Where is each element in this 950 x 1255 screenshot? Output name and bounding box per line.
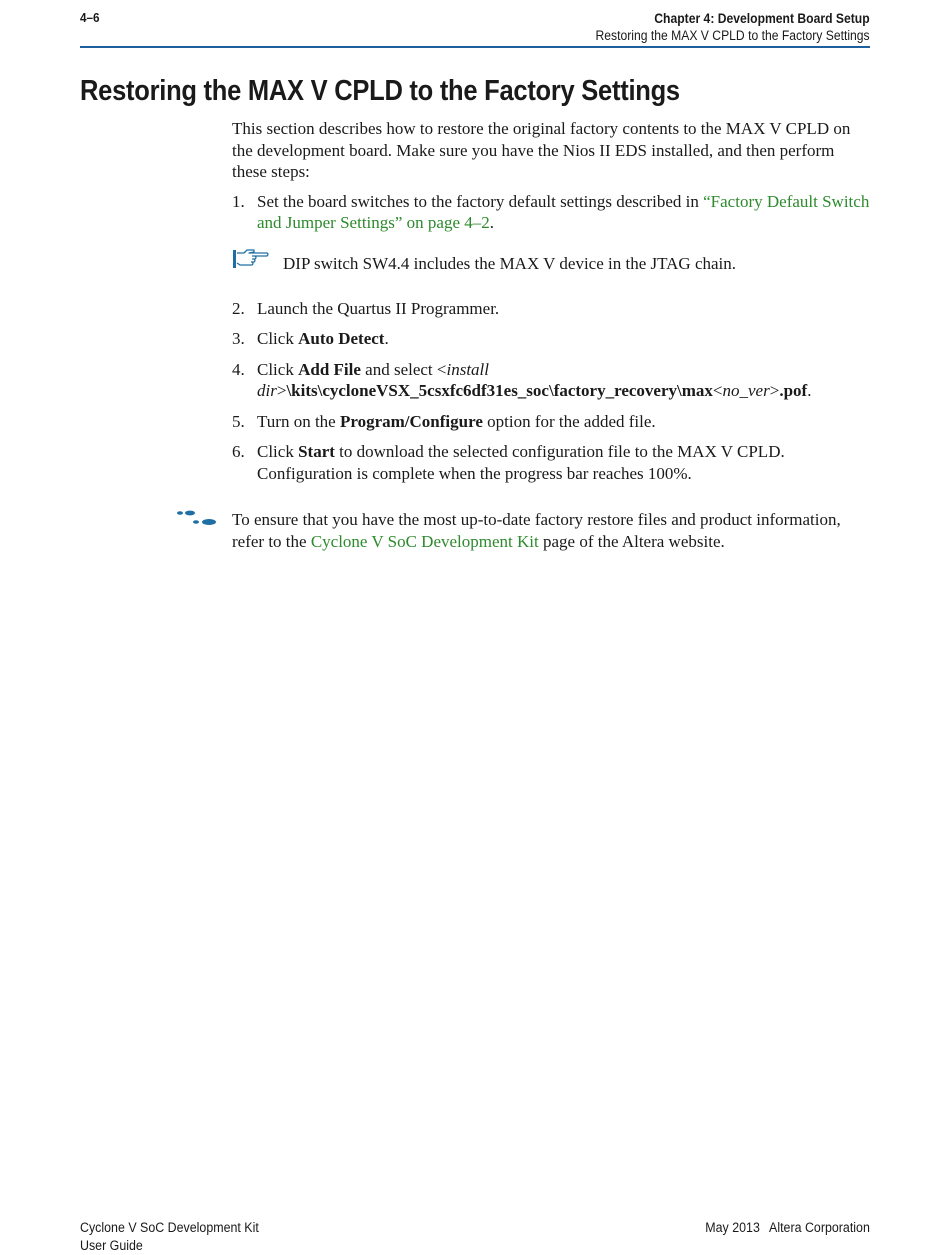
step-number: 5. [232,411,245,431]
path-bracket: > [276,381,287,400]
footprints-icon [176,510,218,528]
file-path: \kits\cycloneVSX_5csxfc6df31es_soc\factory_recovery\max [286,381,713,400]
step-text: option for the added file. [482,411,656,431]
tip-text: page of the Altera website. [538,531,725,551]
step-number: 3. [232,329,245,348]
step-text: Set the board switches to the factory default settings described in [257,191,704,211]
add-file-label: Add File [298,359,361,379]
step-number: 4. [232,359,245,379]
version-placeholder: no_ver [722,381,770,400]
intro-paragraph: This section describes how to restore the original factory contents to the MAX V CPLD on the development board. Make sure you have the Nios II EDS installed, and then perform these steps: [232,119,851,181]
step-text: . [489,213,495,232]
pointing-hand-icon [232,247,270,273]
running-header [596,10,870,44]
list-item [232,411,872,433]
note-box [232,252,872,276]
procedure-steps-continued [232,298,872,485]
footer-company: Altera Corporation [769,1220,870,1235]
footer-left [80,1219,259,1255]
footer-right [705,1219,870,1237]
step-text: and select [360,359,437,379]
install-dir-placeholder: install dir [257,359,490,400]
step-text: . [807,381,812,400]
factory-default-settings-link[interactable]: “Factory Default Switch and Jumper Settings” on page 4–2 [257,191,870,232]
step-number: 1. [232,191,245,211]
page-title: Restoring the MAX V CPLD to the Factory Settings [80,75,680,107]
dev-kit-link[interactable]: Cyclone V SoC Development Kit [310,531,539,551]
step-text: Click [257,442,299,461]
program-configure-label: Program/Configure [339,411,483,431]
main-content [232,118,872,493]
tip-paragraph [232,509,872,552]
start-label: Start [298,442,335,461]
footer-doc-type: User Guide [80,1238,143,1253]
step-text: Click [257,359,299,379]
step-text: Launch the Quartus II Programmer. [257,298,500,318]
list-item [232,359,872,402]
path-bracket: < [436,359,447,379]
page-number: 4–6 [80,10,100,25]
list-item [232,191,872,234]
step-text: . [384,329,389,348]
list-item [232,328,872,350]
tip-text: To ensure that you have the most up-to-date factory restore files and product information, refer to the [232,510,841,551]
footer-date: May 2013 [705,1220,761,1235]
step-text: Turn on the [257,411,340,431]
list-item [232,298,872,320]
header-rule [80,46,870,48]
footer-doc-title: Cyclone V SoC Development Kit [80,1220,259,1235]
section-title: Restoring the MAX V CPLD to the Factory Settings [595,28,870,43]
step-text: Click [257,329,299,348]
path-bracket: < [712,381,723,400]
chapter-title: Chapter 4: Development Board Setup [654,11,870,26]
path-bracket: > [769,381,780,400]
step-number: 6. [232,442,245,461]
auto-detect-label: Auto Detect [298,329,385,348]
step-text: to download the selected configuration file to the MAX V CPLD. Configuration is complete when the progress bar reaches 100%. [257,442,785,483]
file-extension: .pof [779,381,808,400]
list-item [232,441,872,484]
procedure-steps [232,191,872,234]
note-text: DIP switch SW4.4 includes the MAX V device in the JTAG chain. [283,253,737,273]
step-number: 2. [232,298,245,318]
